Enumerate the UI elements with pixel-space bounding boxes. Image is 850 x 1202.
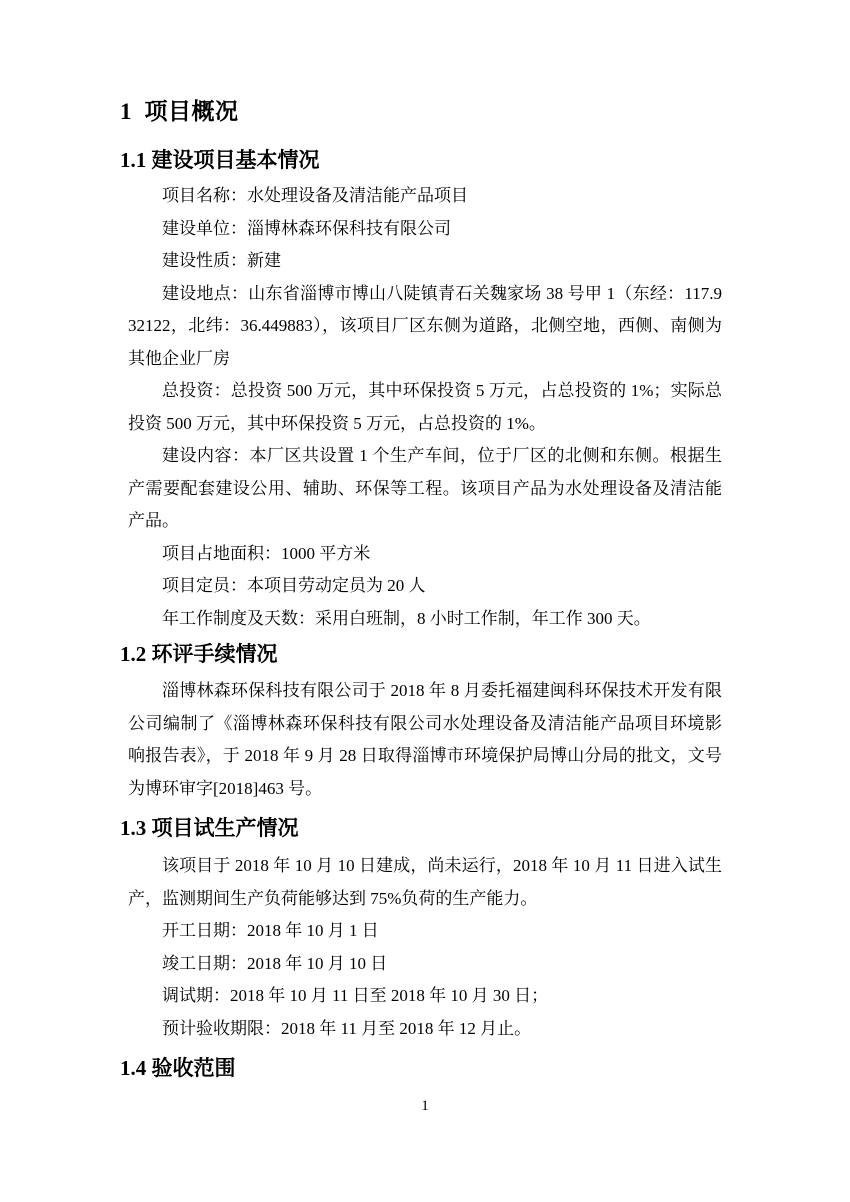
paragraph-work-schedule: 年工作制度及天数：采用白班制，8 小时工作制，年工作 300 天。 bbox=[162, 608, 651, 628]
paragraph-eia-procedure: 淄博林森环保科技有限公司于 2018 年 8 月委托福建闽科环保技术开发有限公司编制了《淄博林森环保科技有限公司水处理设备及清洁能产品项目环境影响报告表》，于 2018 年 9 月 28 日取得淄博市环境保护局博山分局的批文，文号为博环审字[2018]463 号。 bbox=[128, 681, 722, 798]
paragraph-completion-date: 竣工日期：2018 年 10 月 10 日 bbox=[162, 953, 388, 973]
paragraph-construction-unit: 建设单位：淄博林森环保科技有限公司 bbox=[162, 218, 451, 238]
paragraph-land-area: 项目占地面积：1000 平方米 bbox=[162, 543, 371, 563]
chapter-heading: 1 项目概况 bbox=[120, 99, 239, 124]
paragraph-total-investment: 总投资：总投资 500 万元，其中环保投资 5 万元，占总投资的 1%；实际总投资 500 万元，其中环保投资 5 万元，占总投资的 1%。 bbox=[128, 381, 722, 433]
paragraph-construction-location: 建设地点：山东省淄博市博山八陡镇青石关魏家场 38 号甲 1（东经：117.932122，北纬：36.449883），该项目厂区东侧为道路，北侧空地，西侧、南侧为其他企业厂房 bbox=[128, 283, 722, 368]
section-heading-1-2: 1.2 环评手续情况 bbox=[120, 642, 278, 666]
paragraph-construction-content: 建设内容：本厂区共设置 1 个生产车间，位于厂区的北侧和东侧。根据生产需要配套建设公用、辅助、环保等工程。该项目产品为水处理设备及清洁能产品。 bbox=[128, 446, 722, 530]
paragraph-trial-production: 该项目于 2018 年 10 月 10 日建成，尚未运行，2018 年 10 月 11 日进入试生产，监测期间生产负荷能够达到 75%负荷的生产能力。 bbox=[128, 856, 722, 908]
page-number: 1 bbox=[421, 1098, 429, 1114]
section-heading-1-3: 1.3 项目试生产情况 bbox=[120, 816, 299, 840]
paragraph-start-date: 开工日期：2018 年 10 月 1 日 bbox=[162, 921, 379, 940]
paragraph-project-name: 项目名称：水处理设备及清洁能产品项目 bbox=[162, 186, 468, 205]
paragraph-acceptance-deadline: 预计验收期限：2018 年 11 月至 2018 年 12 月止。 bbox=[162, 1018, 532, 1038]
section-heading-1-4: 1.4 验收范围 bbox=[120, 1056, 236, 1080]
section-heading-1-1: 1.1 建设项目基本情况 bbox=[120, 148, 320, 172]
paragraph-construction-nature: 建设性质：新建 bbox=[162, 251, 281, 270]
paragraph-commissioning-period: 调试期：2018 年 10 月 11 日至 2018 年 10 月 30 日； bbox=[162, 986, 549, 1005]
paragraph-staffing: 项目定员：本项目劳动定员为 20 人 bbox=[162, 576, 426, 595]
